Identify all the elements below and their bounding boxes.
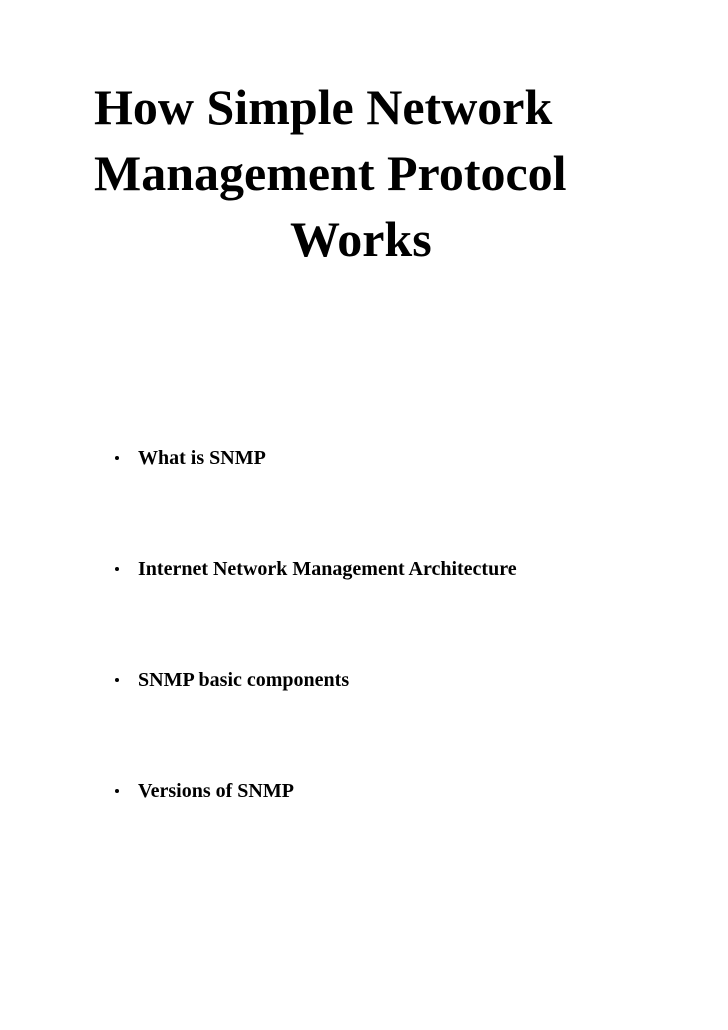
list-item [112,663,517,774]
list-item-label: What is SNMP [138,447,266,469]
list-item [112,552,517,663]
page-title [94,74,567,272]
title-line-2: Management Protocol [94,145,567,201]
list-item-label: SNMP basic components [138,669,350,691]
title-line-1: How Simple Network [94,79,553,135]
bullet-icon [115,456,119,460]
title-line-3: Works [290,211,432,267]
bullet-icon [115,789,119,793]
bullet-icon [115,678,119,682]
list-item-label: Internet Network Management Architecture [138,558,517,580]
bullet-icon [115,567,119,571]
list-item [112,441,517,552]
list-item [112,774,517,885]
list-item-label: Versions of SNMP [138,780,294,802]
topic-list [112,441,517,885]
